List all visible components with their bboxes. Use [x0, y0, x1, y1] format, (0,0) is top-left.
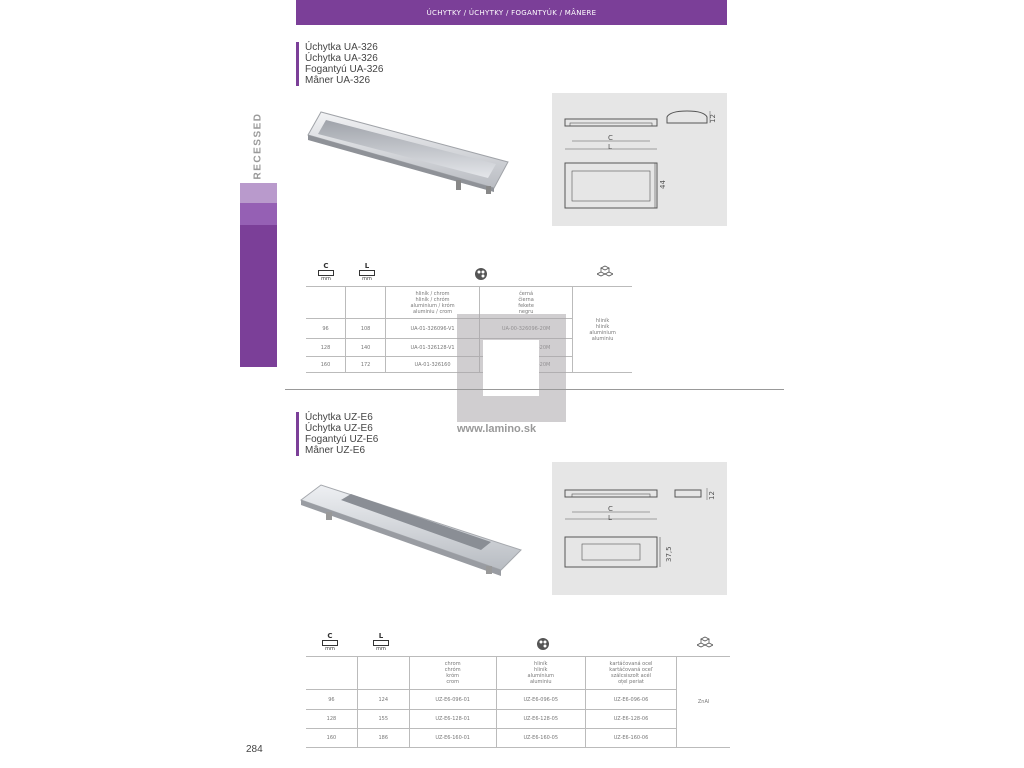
p2-dim-l: L [608, 514, 612, 522]
p1-dim-l: L [608, 143, 612, 151]
sidebar-tab-mid [240, 203, 277, 225]
p1-finish-header-2: černá čierna fekete negru [479, 287, 572, 319]
palette-icon [536, 637, 550, 651]
p2-dim-w: 37,5 [665, 546, 673, 562]
section-divider [285, 389, 784, 390]
watermark-text: www.lamino.sk [457, 423, 537, 435]
p1-c-icon: C mm [318, 262, 334, 282]
table-row: 160 172 UA-01-326160 [306, 357, 632, 373]
watermark-logo-inner [483, 340, 539, 396]
category-label [250, 100, 264, 180]
p1-material: hliník hliník aluminium aluminiu [573, 287, 632, 373]
p2-finish-header-2: hliník hliník alumínium aluminiu [496, 657, 585, 690]
table-row: 128 155 UZ-E6-128-01 UZ-E6-128-05 UZ-E6-128-06 [306, 710, 730, 729]
product1-title-hu: Fogantyú UA-326 [305, 64, 384, 75]
palette-icon [474, 267, 488, 281]
product2-title-ro: Mâner UZ-E6 [305, 445, 366, 456]
page-number: 284 [246, 744, 263, 755]
product2-title-sk: Úchytka UZ-E6 [305, 423, 373, 434]
p1-l-icon: L mm [359, 262, 375, 282]
product1-photo [296, 100, 516, 195]
product1-title-ro: Mâner UA-326 [305, 75, 371, 86]
product2-photo [296, 470, 526, 580]
header-title: ÚCHYTKY / ÚCHYTKY / FOGANTYÚK / MÂNERE [426, 9, 597, 17]
p1-dim-w: 44 [659, 180, 667, 189]
product2-title-hu: Fogantyú UZ-E6 [305, 434, 379, 445]
p2-dim-h: 12 [708, 491, 716, 500]
p2-finish-header-3: kartáčovaná ocel kartáčovaná oceľ szálcsiszolt acél oțel periat [585, 657, 676, 690]
product1-title-sk: Úchytka UA-326 [305, 53, 378, 64]
p1-dim-h: 12 [709, 114, 717, 123]
material-cubes-icon [697, 636, 713, 652]
p2-dim-c: C [608, 505, 613, 513]
product2-title-block [296, 412, 378, 456]
header-bar [296, 0, 727, 25]
table-row: 160 186 UZ-E6-160-01 UZ-E6-160-05 UZ-E6-160-06 [306, 729, 730, 748]
table-row [306, 657, 730, 690]
sidebar-tab-dark [240, 225, 277, 367]
table-row: 96 124 UZ-E6-096-01 UZ-E6-096-05 UZ-E6-096-06 [306, 690, 730, 710]
product2-drawing [552, 462, 727, 595]
sidebar-tab-light [240, 183, 277, 203]
product2-title-cz: Úchytka UZ-E6 [305, 412, 373, 423]
product2-table [306, 656, 730, 748]
product1-title-block [296, 42, 383, 86]
p2-material: ZnAl [677, 657, 730, 748]
product1-drawing [552, 93, 727, 226]
material-cubes-icon [597, 265, 613, 281]
table-row: 128 140 UA-01-326128-V1 [306, 339, 632, 357]
category-text: RECESSED [252, 112, 264, 180]
p2-c-icon: C mm [322, 632, 338, 652]
p1-dim-c: C [608, 134, 613, 142]
product1-title-cz: Úchytka UA-326 [305, 42, 378, 53]
table-row: 96 108 UA-01-326096-V1 [306, 319, 632, 339]
p2-l-icon: L mm [373, 632, 389, 652]
p2-finish-header-1: chrom chróm króm crom [409, 657, 496, 690]
p1-finish-header-1: hliník / chrom hliník / chróm aluminium / króm aluminiu / crom [386, 287, 480, 319]
